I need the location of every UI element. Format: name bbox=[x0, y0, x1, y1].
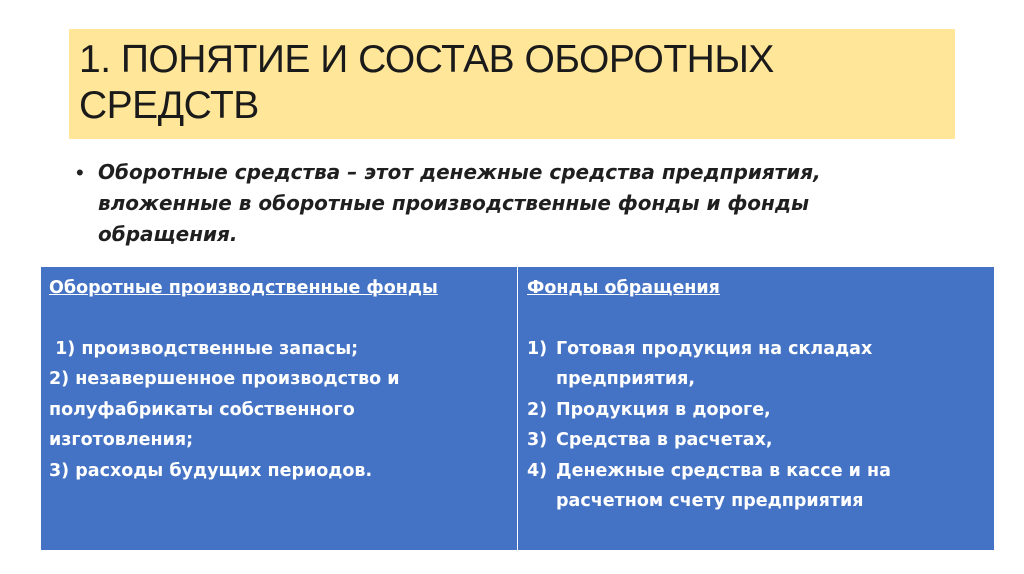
item-number: 3) bbox=[527, 430, 548, 450]
circulation-funds-header: Фонды обращения bbox=[527, 278, 720, 298]
list-item bbox=[527, 456, 994, 517]
item-number: 2) bbox=[527, 399, 548, 420]
item-text: Продукция в дороге, bbox=[556, 399, 771, 420]
bullet-marker: • bbox=[76, 160, 84, 185]
item-number: 4) bbox=[527, 460, 548, 481]
definition-bullet bbox=[76, 157, 936, 250]
circulation-funds-column bbox=[517, 267, 994, 550]
list-item: 2) незавершенное производство и полуфабрикаты собственного изготовления; bbox=[49, 369, 400, 450]
list-item bbox=[527, 334, 994, 395]
item-text: Готовая продукция на складах предприятия, bbox=[556, 338, 873, 389]
composition-table bbox=[41, 267, 994, 550]
item-text: Средства в расчетах, bbox=[556, 430, 773, 450]
list-item bbox=[527, 395, 994, 426]
item-number: 1) bbox=[527, 338, 548, 359]
slide-title: 1. ПОНЯТИЕ И СОСТАВ ОБОРОТНЫХ СРЕДСТВ bbox=[79, 38, 774, 127]
production-funds-column bbox=[41, 267, 517, 550]
title-banner bbox=[69, 29, 955, 139]
production-funds-header: Оборотные производственные фонды bbox=[49, 278, 438, 298]
list-item: 1) производственные запасы; bbox=[49, 338, 359, 359]
item-text: Денежные средства в кассе и на расчетном счету предприятия bbox=[556, 460, 891, 511]
list-item: 3) расходы будущих периодов. bbox=[49, 460, 373, 481]
definition-text: Оборотные средства – этот денежные средства предприятия, вложенные в оборотные производственные фонды и фонды обращения. bbox=[98, 160, 821, 246]
list-item bbox=[527, 425, 994, 456]
